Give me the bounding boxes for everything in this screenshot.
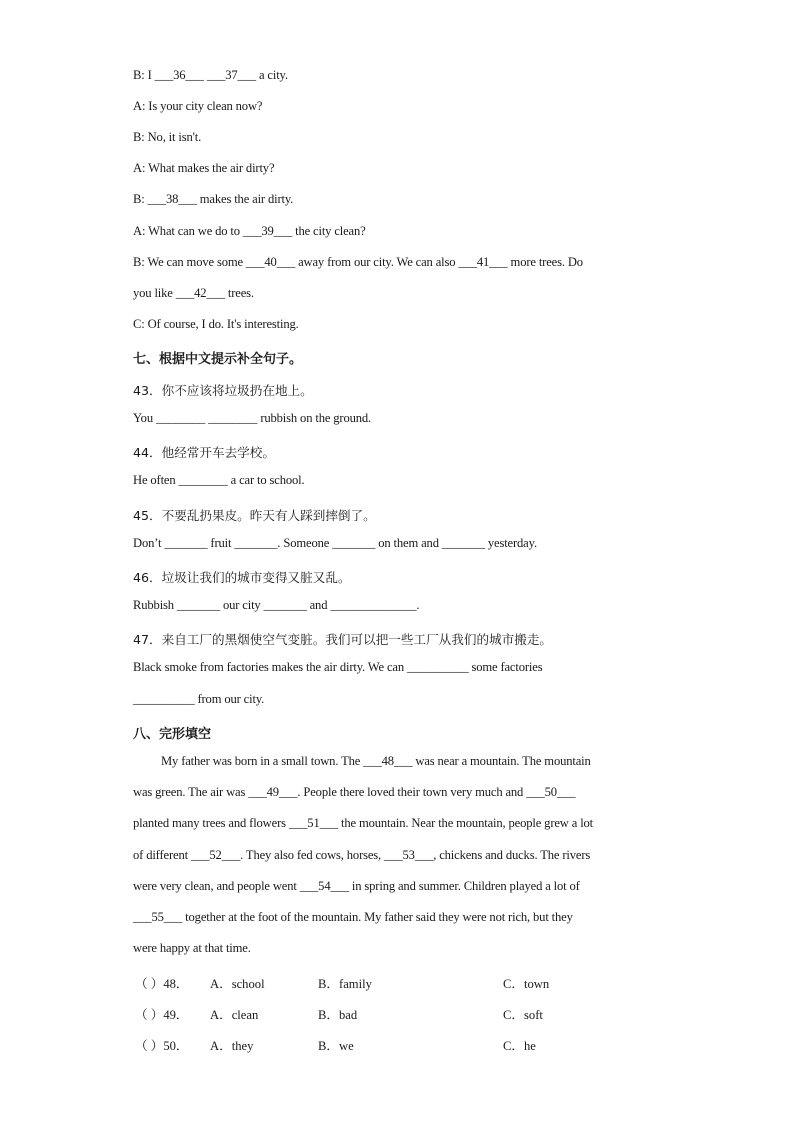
answer-bracket[interactable]: （ ）50． xyxy=(135,1039,189,1053)
dialogue-line: A: What can we do to ___39___ the city clean? xyxy=(133,224,366,238)
dialogue-line: you like ___42___ trees. xyxy=(133,286,254,300)
option-b[interactable]: B．we xyxy=(318,1039,354,1053)
section-heading: 八、完形填空 xyxy=(133,727,212,742)
dialogue-line: C: Of course, I do. It's interesting. xyxy=(133,317,299,331)
question-prompt-cn: 46．垃圾让我们的城市变得又脏又乱。 xyxy=(133,570,351,585)
answer-bracket[interactable]: （ ）49． xyxy=(135,1008,189,1022)
dialogue-line: B: No, it isn't. xyxy=(133,130,202,144)
passage-line: were very clean, and people went ___54___ in spring and summer. Children played a lot of xyxy=(133,879,580,893)
option-c[interactable]: C．he xyxy=(503,1039,536,1053)
passage-line: My father was born in a small town. The ___48___ was near a mountain. The mountain xyxy=(161,754,591,768)
answer-bracket[interactable]: （ ）48． xyxy=(135,977,189,991)
option-b[interactable]: B．bad xyxy=(318,1008,358,1022)
option-a[interactable]: A．clean xyxy=(210,1008,259,1022)
passage-line: of different ___52___. They also fed cows, horses, ___53___, chickens and ducks. The rivers xyxy=(133,848,591,862)
question-answer-en: He often ________ a car to school. xyxy=(133,473,305,487)
question-prompt-cn: 47．来自工厂的黑烟使空气变脏。我们可以把一些工厂从我们的城市搬走。 xyxy=(133,632,553,647)
question-answer-en: Rubbish _______ our city _______ and ______________. xyxy=(133,598,420,612)
question-answer-en: You ________ ________ rubbish on the ground. xyxy=(133,411,372,425)
section-heading: 七、根据中文提示补全句子。 xyxy=(133,352,303,367)
question-prompt-cn: 43．你不应该将垃圾扔在地上。 xyxy=(133,383,313,398)
question-answer-en: Don’t _______ fruit _______. Someone _______ on them and _______ yesterday. xyxy=(133,536,537,550)
option-a[interactable]: A．school xyxy=(210,977,265,991)
dialogue-line: B: ___38___ makes the air dirty. xyxy=(133,192,294,206)
option-b[interactable]: B．family xyxy=(318,977,372,991)
passage-line: planted many trees and flowers ___51___ the mountain. Near the mountain, people grew a lot xyxy=(133,816,594,830)
dialogue-line: B: We can move some ___40___ away from our city. We can also ___41___ more trees. Do xyxy=(133,255,583,269)
question-answer-en: Black smoke from factories makes the air dirty. We can __________ some factories xyxy=(133,660,543,674)
dialogue-line: A: Is your city clean now? xyxy=(133,99,263,113)
option-a[interactable]: A．they xyxy=(210,1039,254,1053)
question-prompt-cn: 44．他经常开车去学校。 xyxy=(133,445,275,460)
question-prompt-cn: 45．不要乱扔果皮。昨天有人踩到摔倒了。 xyxy=(133,508,376,523)
passage-line: were happy at that time. xyxy=(133,941,251,955)
question-answer-en: __________ from our city. xyxy=(133,692,265,706)
passage-line: ___55___ together at the foot of the mountain. My father said they were not rich, but they xyxy=(133,910,573,924)
dialogue-line: A: What makes the air dirty? xyxy=(133,161,275,175)
dialogue-line: B: I ___36___ ___37___ a city. xyxy=(133,68,288,82)
passage-line: was green. The air was ___49___. People there loved their town very much and ___50___ xyxy=(133,785,576,799)
option-c[interactable]: C．town xyxy=(503,977,550,991)
option-c[interactable]: C．soft xyxy=(503,1008,543,1022)
